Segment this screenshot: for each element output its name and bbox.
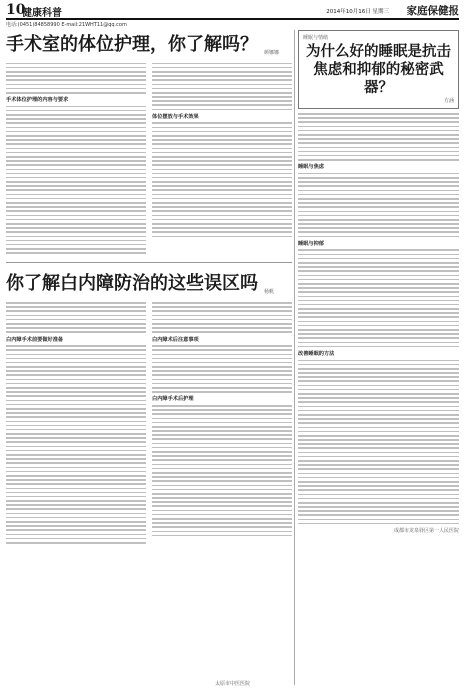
sidebar-kicker: 睡眠与情绪 xyxy=(303,35,329,41)
article2-body xyxy=(6,299,292,546)
article2-subhead: 白内障术后注意事项 xyxy=(152,336,199,343)
right-column xyxy=(298,30,459,534)
masthead xyxy=(6,4,459,20)
article1-title: 手术室的体位护理，你了解吗？ xyxy=(6,34,258,55)
article1-byline: 颜娜娜 xyxy=(264,50,280,56)
article2-byline: 杨帆 xyxy=(264,289,275,296)
page-number: 10 xyxy=(6,2,26,18)
article1-body xyxy=(6,60,292,256)
contact-info: 电话:(0451)84858990 E-mail:21WHT11@qq.com xyxy=(6,22,127,28)
article1-subhead: 手术体位护理的内容与要求 xyxy=(6,97,69,104)
sidebar-credit: 成都市龙泉驿区第一人民医院 xyxy=(393,528,459,535)
sidebar-subhead: 改善睡眠的方法 xyxy=(298,350,335,357)
sidebar-byline: 方涵 xyxy=(443,98,454,104)
section-title-left: 健康科普 xyxy=(22,8,62,19)
section-divider xyxy=(6,262,292,263)
article1-subhead: 体位摆放与手术效果 xyxy=(152,113,199,120)
sidebar-title: 为什么好的睡眠是抗击焦虑和抑郁的秘密武器？ xyxy=(306,43,451,96)
sidebar-header xyxy=(298,30,459,109)
footer-note: 太原市中医医院 xyxy=(215,681,251,687)
section-title-right: 家庭保健报 xyxy=(406,5,459,17)
left-column xyxy=(6,30,292,546)
sidebar-body xyxy=(298,113,459,534)
article2-subhead: 白内障手术前要做好准备 xyxy=(6,336,64,343)
issue-date: 2014年10月16日 星期三 xyxy=(326,9,389,15)
article2-subhead: 白内障手术后护理 xyxy=(152,396,194,403)
sidebar-subhead: 睡眠与抑郁 xyxy=(298,240,324,247)
article2-title: 你了解白内障防治的这些误区吗 xyxy=(6,273,258,295)
column-divider xyxy=(294,30,295,685)
sidebar-subhead: 睡眠与焦虑 xyxy=(298,164,324,171)
